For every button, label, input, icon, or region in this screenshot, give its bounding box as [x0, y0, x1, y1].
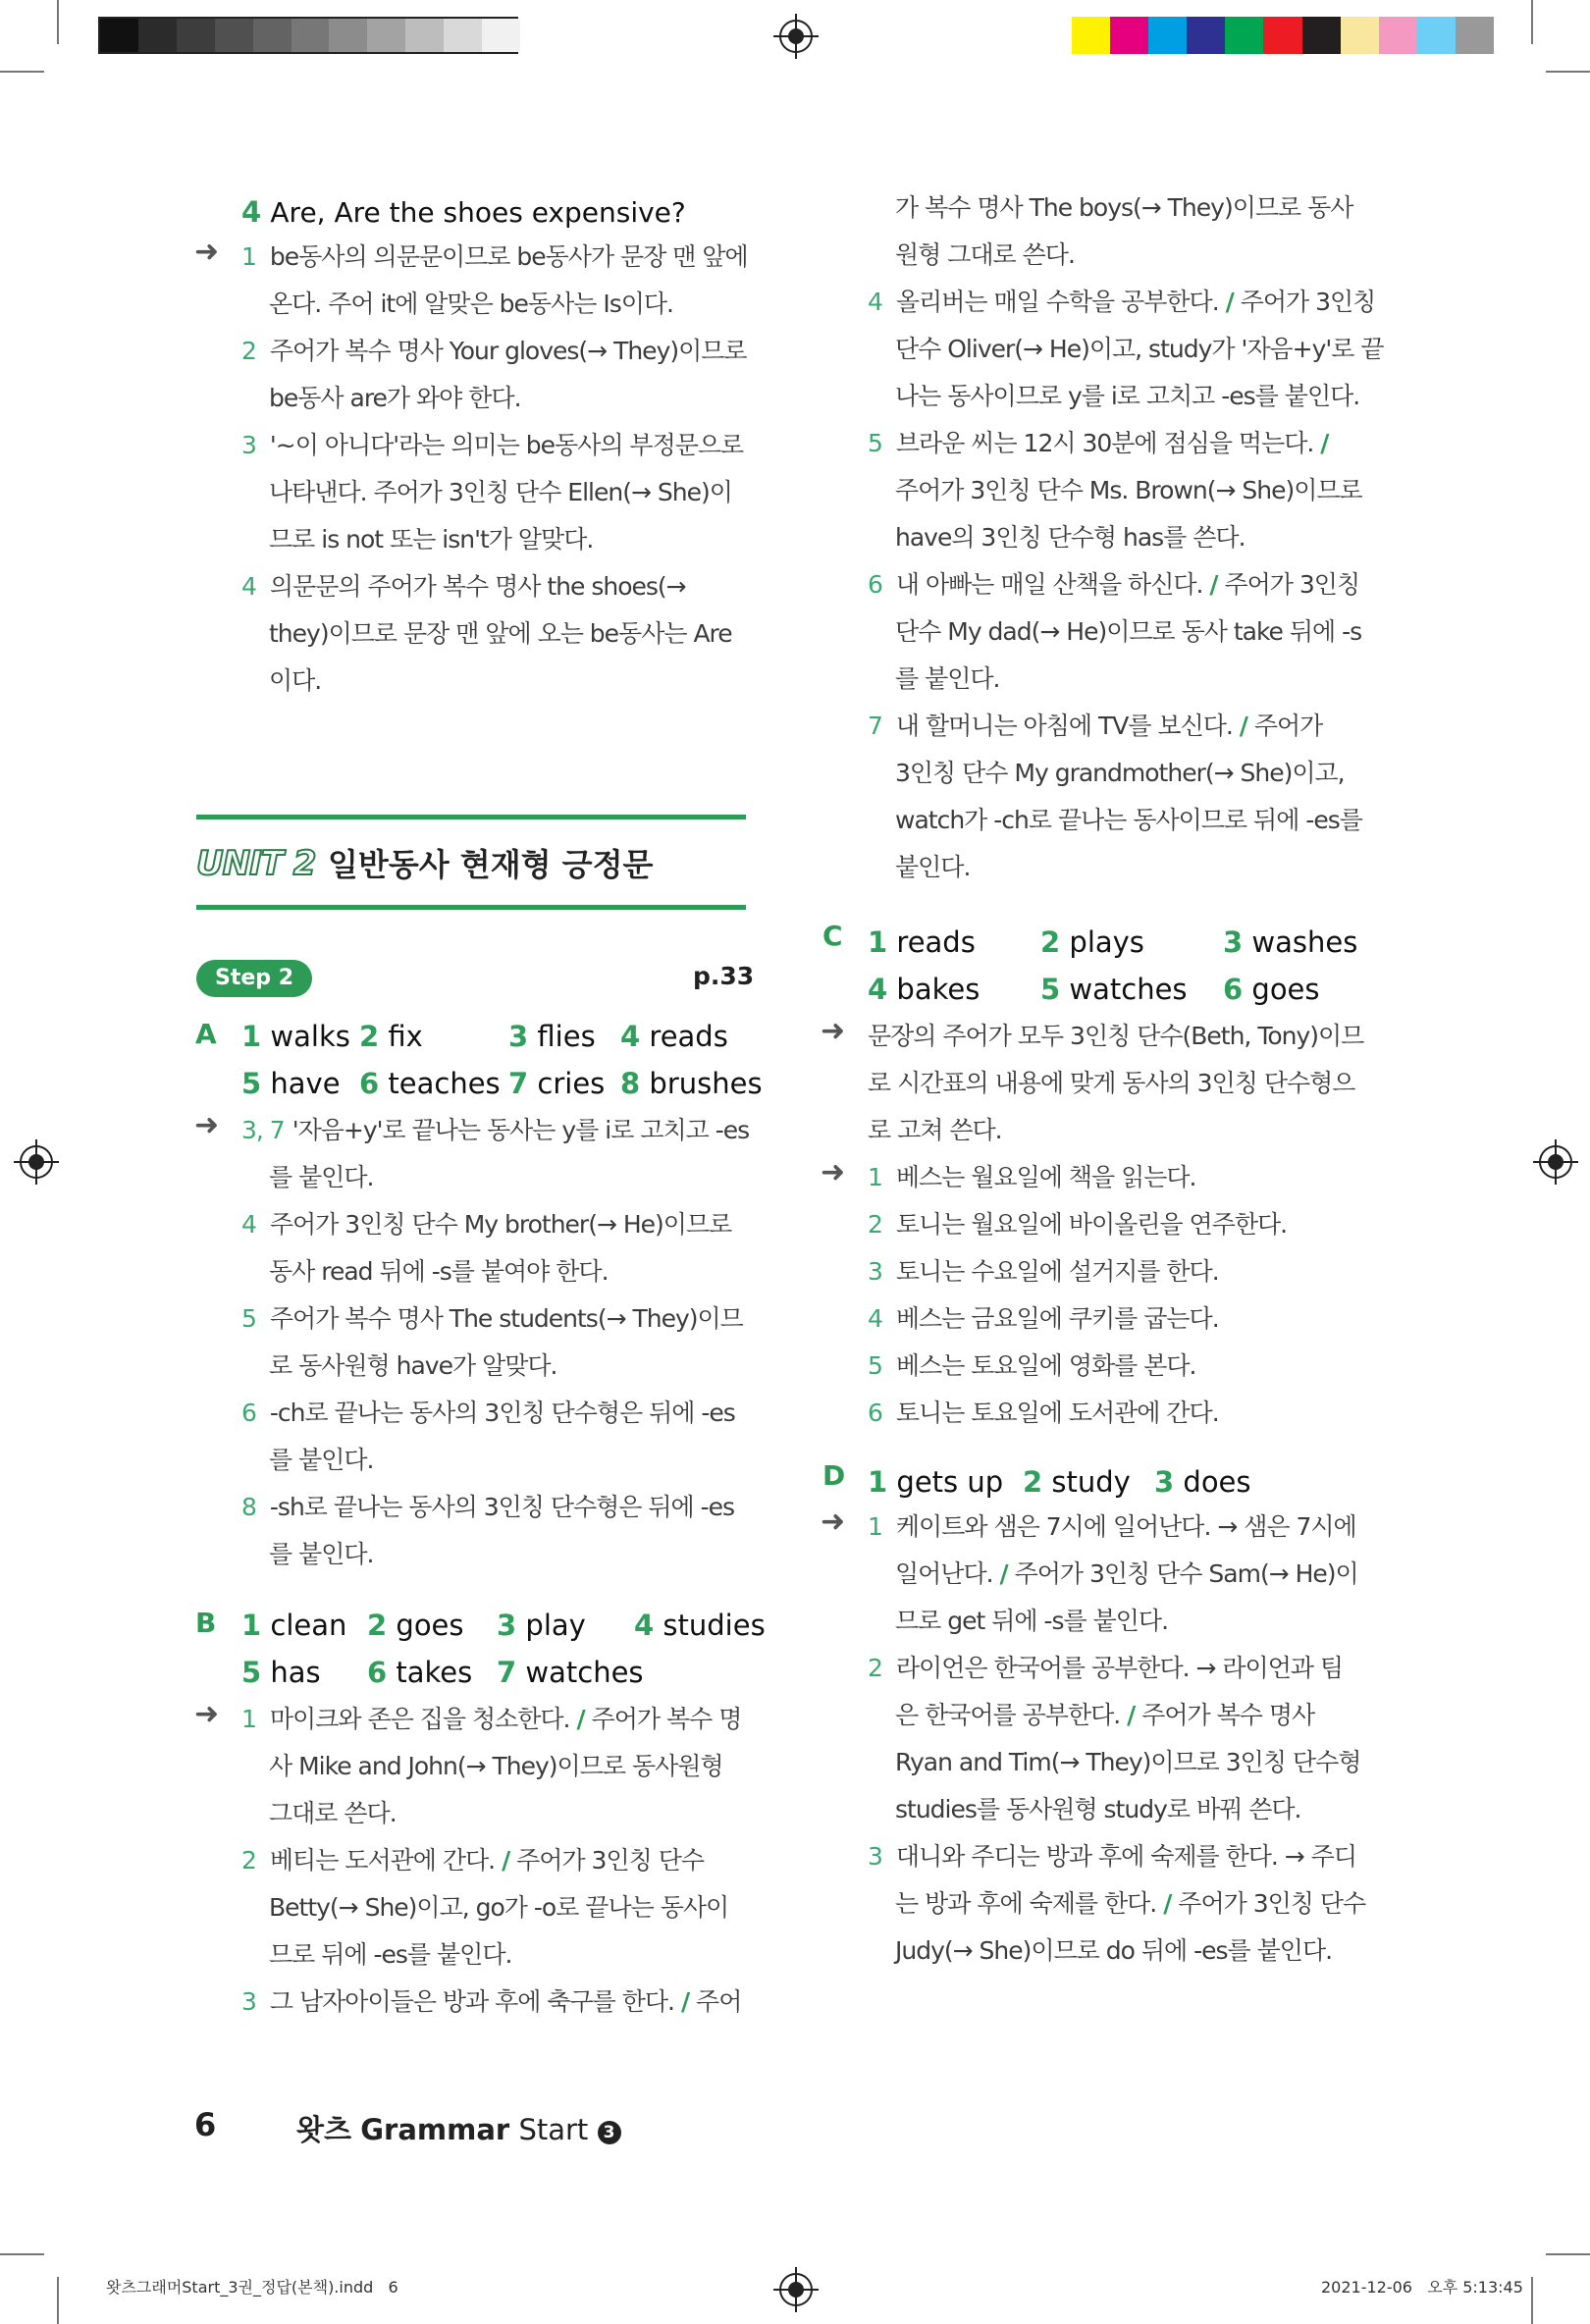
- section-letter-d: D: [822, 1459, 846, 1492]
- arrow-icon: ➜: [194, 1697, 220, 1731]
- gray-swatch: [292, 19, 330, 52]
- gray-swatch: [329, 19, 367, 52]
- answers-c: 1 reads 2 plays 3 washes: [868, 925, 1358, 959]
- gray-swatch: [100, 19, 138, 52]
- step-page: p.33: [693, 962, 755, 990]
- gray-swatch: [177, 19, 215, 52]
- gray-swatch: [367, 19, 405, 52]
- crop-mark: [1546, 2253, 1590, 2255]
- explanation: 문장의 주어가 모두 3인칭 단수(Beth, Tony)이므 로 시간표의 내용에 맞게 동사의 3인칭 단수형으 로 고쳐 쓴다.: [868, 1022, 1364, 1144]
- gray-swatch: [482, 19, 520, 52]
- color-swatch: [1302, 17, 1341, 54]
- gray-swatch: [215, 19, 253, 52]
- color-swatch: [1148, 17, 1187, 54]
- answer-line: 4 Are, Are the shoes expensive?: [241, 195, 686, 229]
- registration-mark-left-icon: [20, 1145, 53, 1179]
- answers-c-row2: 4 bakes 5 watches 6 goes: [868, 973, 1320, 1006]
- volume-badge: 3: [598, 2121, 621, 2144]
- gray-swatch: [138, 19, 177, 52]
- crop-mark: [1546, 71, 1590, 73]
- explanation: 1 마이크와 존은 집을 청소한다. / 주어가 복수 명 사 Mike and John(→ They)이므로 동사원형 그대로 쓴다. 2 베티는 도서관에 간다. / 주어가 3인칭 단수 Betty(→ She)이고, go가 -o로 끝나는 동사이 므로 뒤에 -es를 붙인다. 3 그 남자아이들은 방과 후에 축구를 한다. / 주어: [241, 1705, 742, 2016]
- crop-mark: [1531, 2277, 1533, 2324]
- color-swatch: [1379, 17, 1417, 54]
- color-swatch: [1225, 17, 1263, 54]
- slug-date: 2021-12-06 오후 5:13:45: [1321, 2278, 1523, 2297]
- color-swatch: [1417, 17, 1456, 54]
- arrow-icon: ➜: [821, 1155, 846, 1189]
- answers-a: 1 walks 2 fix 3 flies 4 reads: [241, 1020, 728, 1053]
- page-number: 6: [194, 2106, 217, 2143]
- color-swatch: [1456, 17, 1494, 54]
- step-badge: Step 2: [196, 960, 312, 997]
- explanation-list: 1 베스는 월요일에 책을 읽는다. 2 토니는 월요일에 바이올린을 연주한다. 3 토니는 수요일에 설거지를 한다. 4 베스는 금요일에 쿠키를 굽는다. 5 베스는 토요일에 영화를 본다. 6 토니는 토요일에 도서관에 간다.: [868, 1163, 1288, 1427]
- color-bar: [1072, 17, 1494, 54]
- color-swatch: [1341, 17, 1379, 54]
- crop-mark: [0, 2253, 44, 2255]
- unit-rule-top: [196, 815, 746, 819]
- answers-d: 1 gets up 2 study 3 does: [868, 1465, 1251, 1499]
- registration-mark-bottom-icon: [779, 2273, 813, 2306]
- grayscale-bar: [98, 17, 518, 54]
- explanation: 가 복수 명사 The boys(→ They)이므로 동사 원형 그대로 쓴다.: [895, 193, 1353, 269]
- answers-a-row2: 5 have 6 teaches 7 cries 8 brushes: [241, 1067, 763, 1100]
- arrow-icon: ➜: [821, 1505, 846, 1539]
- book-title: 왓츠 Grammar Start 3: [296, 2108, 621, 2148]
- section-letter-c: C: [822, 920, 843, 952]
- color-swatch: [1110, 17, 1148, 54]
- answers-b: 1 clean 2 goes 3 play 4 studies: [241, 1609, 766, 1642]
- gray-swatch: [444, 19, 482, 52]
- arrow-icon: ➜: [821, 1014, 846, 1048]
- registration-mark-top-icon: [779, 20, 813, 53]
- crop-mark: [57, 2277, 59, 2324]
- gray-swatch: [405, 19, 444, 52]
- section-letter-b: B: [195, 1607, 217, 1639]
- crop-mark: [0, 71, 44, 73]
- section-letter-a: A: [195, 1018, 217, 1050]
- arrow-icon: ➜: [194, 235, 220, 269]
- color-swatch: [1263, 17, 1301, 54]
- unit-badge: UNIT 2: [196, 844, 316, 883]
- explanation: 4 올리버는 매일 수학을 공부한다. / 주어가 3인칭 단수 Oliver(→ He)이고, study가 '자음+y'로 끝 나는 동사이므로 y를 i로 고치고 -es를 붙인다. 5 브라운 씨는 12시 30분에 점심을 먹는다. / 주어가 3인칭 단수 Ms. Brown(→ She)이므로 have의 3인칭 단수형 has를 쓴다. 6 내 아빠는 매일 산책을 하신다. / 주어가 3인칭 단수 My dad(→ He)이므로 동사 take 뒤에 -s 를 붙인다. 7 내 할머니는 아침에 TV를 보신다. / 주어가 3인칭 단수 My grandmother(→ She)이고, watch가 -ch로 끝나는 동사이므로 뒤에 -es를 붙인다.: [868, 288, 1384, 881]
- explanation: 3, 7 '자음+y'로 끝나는 동사는 y를 i로 고치고 -es 를 붙인다. 4 주어가 3인칭 단수 My brother(→ He)이므로 동사 read 뒤에 -s를 붙여야 한다. 5 주어가 복수 명사 The students(→ They)이므 로 동사원형 have가 알맞다. 6 -ch로 끝나는 동사의 3인칭 단수형은 뒤에 -es 를 붙인다. 8 -sh로 끝나는 동사의 3인칭 단수형은 뒤에 -es 를 붙인다.: [241, 1116, 750, 1568]
- unit-title: 일반동사 현재형 긍정문: [328, 846, 654, 883]
- registration-mark-right-icon: [1539, 1145, 1572, 1179]
- arrow-icon: ➜: [194, 1108, 220, 1142]
- explanation: 1 be동사의 의문문이므로 be동사가 문장 맨 앞에 온다. 주어 it에 알맞은 be동사는 Is이다. 2 주어가 복수 명사 Your gloves(→ They)이므로 be동사 are가 와야 한다. 3 '~이 아니다'라는 의미는 be동사의 부정문으로 나타낸다. 주어가 3인칭 단수 Ellen(→ She)이 므로 is not 또는 isn't가 알맞다. 4 의문문의 주어가 복수 명사 the shoes(→ they)이므로 문장 맨 앞에 오는 be동사는 Are 이다.: [241, 242, 748, 695]
- slug-filename: 왓츠그래머Start_3권_정답(본책).indd 6: [106, 2278, 398, 2297]
- unit-rule-bottom: [196, 905, 746, 910]
- crop-mark: [1531, 0, 1533, 44]
- color-swatch: [1072, 17, 1110, 54]
- color-swatch: [1187, 17, 1225, 54]
- explanation: 1 케이트와 샘은 7시에 일어난다. → 샘은 7시에 일어난다. / 주어가 3인칭 단수 Sam(→ He)이 므로 get 뒤에 -s를 붙인다. 2 라이언은 한국어를 공부한다. → 라이언과 팀 은 한국어를 공부한다. / 주어가 복수 명사 Ryan and Tim(→ They)이므로 3인칭 단수형 studies를 동사원형 study로 바꿔 쓴다. 3 대니와 주디는 방과 후에 숙제를 한다. → 주디 는 방과 후에 숙제를 한다. / 주어가 3인칭 단수 Judy(→ She)이므로 do 뒤에 -es를 붙인다.: [868, 1512, 1366, 1965]
- answers-b-row2: 5 has 6 takes 7 watches: [241, 1656, 644, 1689]
- gray-swatch: [253, 19, 292, 52]
- crop-mark: [57, 0, 59, 44]
